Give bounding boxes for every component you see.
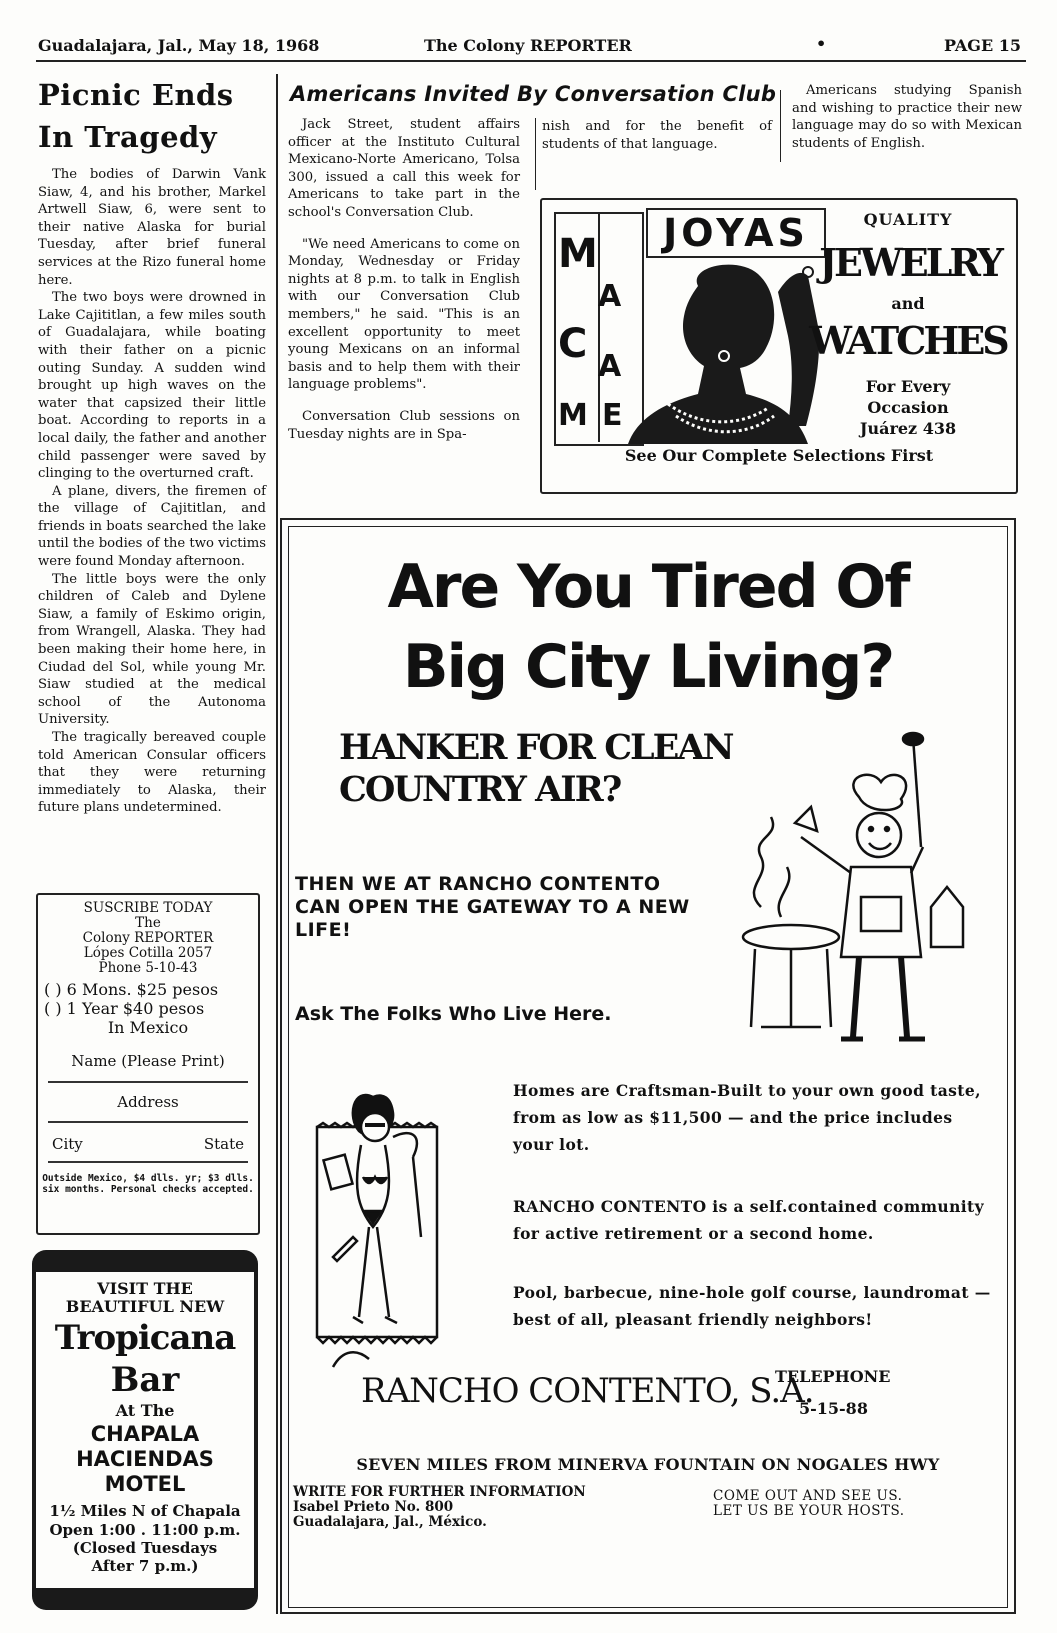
rancho-telephone-label: TELEPHONE: [775, 1367, 891, 1386]
rancho-ad-inner-border: [288, 526, 1008, 1608]
macame-letter-4: A: [598, 349, 622, 384]
tropicana-name: Tropicana: [54, 1318, 236, 1358]
rancho-write-2: Isabel Prieto No. 800: [293, 1499, 454, 1515]
macame-letter-3: C: [558, 321, 588, 367]
rancho-logo: RANCHO CONTENTO, S.A.: [361, 1371, 814, 1411]
tropicana-chapala: CHAPALA: [90, 1422, 200, 1446]
joyas-brand: JOYAS: [646, 208, 826, 258]
column-rule-club-2: [780, 90, 781, 162]
joyas-watches: WATCHES: [809, 318, 1007, 363]
club-p3: Conversation Club sessions on Tuesday nights are in Spa-: [288, 408, 520, 442]
subscribe-fine-print: Outside Mexico, $4 dlls. yr; $3 dlls. six months. Personal checks accepted.: [42, 1173, 254, 1195]
rancho-headline-2: Big City Living?: [402, 632, 894, 702]
subscribe-line-3: Colony REPORTER: [82, 930, 214, 946]
macame-grid-divider: [598, 212, 600, 442]
rancho-write-1: WRITE FOR FURTHER INFORMATION: [293, 1484, 586, 1500]
club-p4: nish and for the benefit of students of that language.: [542, 119, 772, 152]
tropicana-ad: [32, 1272, 258, 1588]
column-rule-left: [276, 74, 278, 1614]
joyas-ad: [540, 198, 1018, 494]
rancho-sub-1: HANKER FOR CLEAN: [339, 727, 733, 768]
woman-silhouette-illustration: [628, 256, 828, 444]
rancho-telephone: 5-15-88: [799, 1399, 868, 1418]
state-field-label: State: [203, 1135, 244, 1153]
rancho-copy-1: Homes are Craftsman-Built to your own good taste, from as low as $11,500 — and the price includes your lot.: [513, 1081, 981, 1154]
picnic-p1: The bodies of Darwin Vank Siaw, 4, and his brother, Markel Artwell Siaw, 6, were sent to their native Alaska for burial Tuesday, after brief funeral services at the Rizo funeral home here.: [38, 167, 266, 288]
option-6-months-label: 6 Mons. $25 pesos: [66, 980, 219, 999]
tropicana-line-1: VISIT THE: [97, 1279, 193, 1298]
club-p1: Jack Street, student affairs officer at the Instituto Cultural Mexicano-Norte Americano, Tolsa 300, issued a call this week for Americans to take part in the school's Conversation Club.: [288, 117, 520, 220]
rancho-come-1: COME OUT AND SEE US.: [713, 1488, 903, 1504]
tropicana-top-bar: [32, 1250, 258, 1272]
tropicana-location: 1½ Miles N of Chapala: [49, 1502, 241, 1520]
dateline: Guadalajara, Jal., May 18, 1968: [38, 36, 320, 55]
joyas-and: and: [891, 294, 925, 313]
rancho-write-3: Guadalajara, Jal., México.: [293, 1514, 487, 1530]
club-col-3: [792, 82, 1022, 152]
address-field[interactable]: [48, 1121, 248, 1123]
checkbox-6-months[interactable]: ( ): [44, 980, 62, 999]
name-field-label: Name (Please Print): [71, 1052, 225, 1070]
joyas-jewelry: JEWELRY: [819, 240, 1001, 285]
picnic-p4: The little boys were the only children of Caleb and Dylene Siaw, a family of Eskimo origin, from Wrangell, Alaska. They had been making their home here, in Ciudad del Sol, while young Mr. Siaw studied at the medical school of the Autonoma University.: [38, 571, 266, 728]
picnic-body: [38, 166, 266, 817]
subscribe-option-1-year[interactable]: [44, 999, 258, 1018]
macame-letter-2: A: [598, 279, 622, 314]
rancho-gateway: THEN WE AT RANCHO CONTENTO CAN OPEN THE GATEWAY TO A NEW LIFE!: [295, 873, 690, 941]
rancho-come-2: LET US BE YOUR HOSTS.: [713, 1503, 905, 1519]
city-state-field[interactable]: [48, 1161, 248, 1163]
club-col-1: [288, 116, 520, 443]
rancho-directions: SEVEN MILES FROM MINERVA FOUNTAIN ON NOGALES HWY: [356, 1455, 940, 1474]
tropicana-bar: Bar: [110, 1360, 180, 1400]
bullet: •: [816, 34, 827, 53]
column-rule-club-1: [535, 118, 536, 190]
joyas-occasion: Occasion: [867, 398, 949, 417]
rancho-copy-2: RANCHO CONTENTO is a self.contained community for active retirement or a second home.: [513, 1197, 985, 1243]
chef-barbecue-illustration: [741, 727, 981, 1067]
tropicana-line-2: BEAUTIFUL NEW: [65, 1297, 225, 1316]
subscribe-box: [36, 893, 260, 1235]
city-field-label: City: [52, 1135, 83, 1153]
option-1-year-label: 1 Year $40 pesos: [66, 999, 205, 1018]
subscribe-line-2: The: [135, 915, 161, 931]
subscribe-line-4: Lópes Cotilla 2057: [83, 945, 213, 961]
macame-letter-1: M: [558, 231, 598, 277]
picnic-p5: The tragically bereaved couple told American Consular officers that they were returning immediately to Alaska, their future plans undetermined.: [38, 730, 266, 816]
picnic-title-2: In Tragedy: [38, 120, 218, 154]
rancho-ask: Ask The Folks Who Live Here.: [295, 1003, 612, 1025]
tropicana-closed: (Closed Tuesdays: [72, 1539, 218, 1557]
club-title: Americans Invited By Conversation Club: [290, 82, 777, 106]
subscribe-in-mexico: In Mexico: [107, 1018, 189, 1037]
tropicana-haciendas: HACIENDAS: [76, 1447, 214, 1471]
joyas-for-every: For Every: [865, 377, 951, 396]
paper-name: The Colony REPORTER: [424, 36, 632, 55]
tropicana-bottom-bar: [32, 1588, 258, 1610]
picnic-p2: The two boys were drowned in Lake Cajititlan, a few miles south of Guadalajara, while boating with their father on a picnic outing Sunday. A sudden wind brought up high waves on the water that capsized their little boat. According to reports in a local daily, the father and another child passenger were saved by clinging to the overturned craft.: [38, 290, 266, 482]
subscribe-line-5: Phone 5-10-43: [98, 960, 198, 976]
club-p5: Americans studying Spanish and wishing to practice their new language may do so with Mexican students of English.: [792, 83, 1022, 151]
macame-letter-5: M: [558, 398, 588, 433]
subscribe-line-1: SUSCRIBE TODAY: [83, 900, 213, 916]
joyas-footer: See Our Complete Selections First: [624, 446, 934, 465]
joyas-quality: QUALITY: [863, 210, 953, 229]
tropicana-hours: Open 1:00 . 11:00 p.m.: [49, 1521, 241, 1539]
club-p2: "We need Americans to come on Monday, Wednesday or Friday nights at 8 p.m. to talk in English with our Conversation Club members," he said. "This is an excellent opportunity to meet young Mexicans on an informal basis and to help them with their language problems".: [288, 236, 520, 393]
tropicana-at-the: At The: [115, 1401, 175, 1420]
club-col-2: [542, 118, 772, 153]
name-field[interactable]: [48, 1081, 248, 1083]
macame-letter-6: E: [602, 398, 623, 433]
rancho-sub-2: COUNTRY AIR?: [339, 769, 621, 810]
page-number: PAGE 15: [944, 36, 1021, 55]
picnic-title-1: Picnic Ends: [38, 78, 234, 112]
header-rule: [36, 60, 1026, 62]
tropicana-motel: MOTEL: [104, 1472, 186, 1496]
picnic-p3: A plane, divers, the firemen of the village of Cajititlan, and friends in boats searched the lake until the bodies of the two victims were found Monday afternoon.: [38, 483, 266, 570]
address-field-label: Address: [117, 1093, 179, 1111]
sunbather-illustration: [313, 1087, 473, 1377]
joyas-address: Juárez 438: [859, 419, 957, 438]
rancho-headline-1: Are You Tired Of: [387, 552, 909, 622]
tropicana-after: After 7 p.m.): [91, 1557, 199, 1575]
subscribe-option-6-months[interactable]: [44, 980, 258, 999]
rancho-copy-3: Pool, barbecue, nine-hole golf course, laundromat — best of all, pleasant friendly neighbors!: [513, 1283, 991, 1329]
checkbox-1-year[interactable]: ( ): [44, 999, 62, 1018]
